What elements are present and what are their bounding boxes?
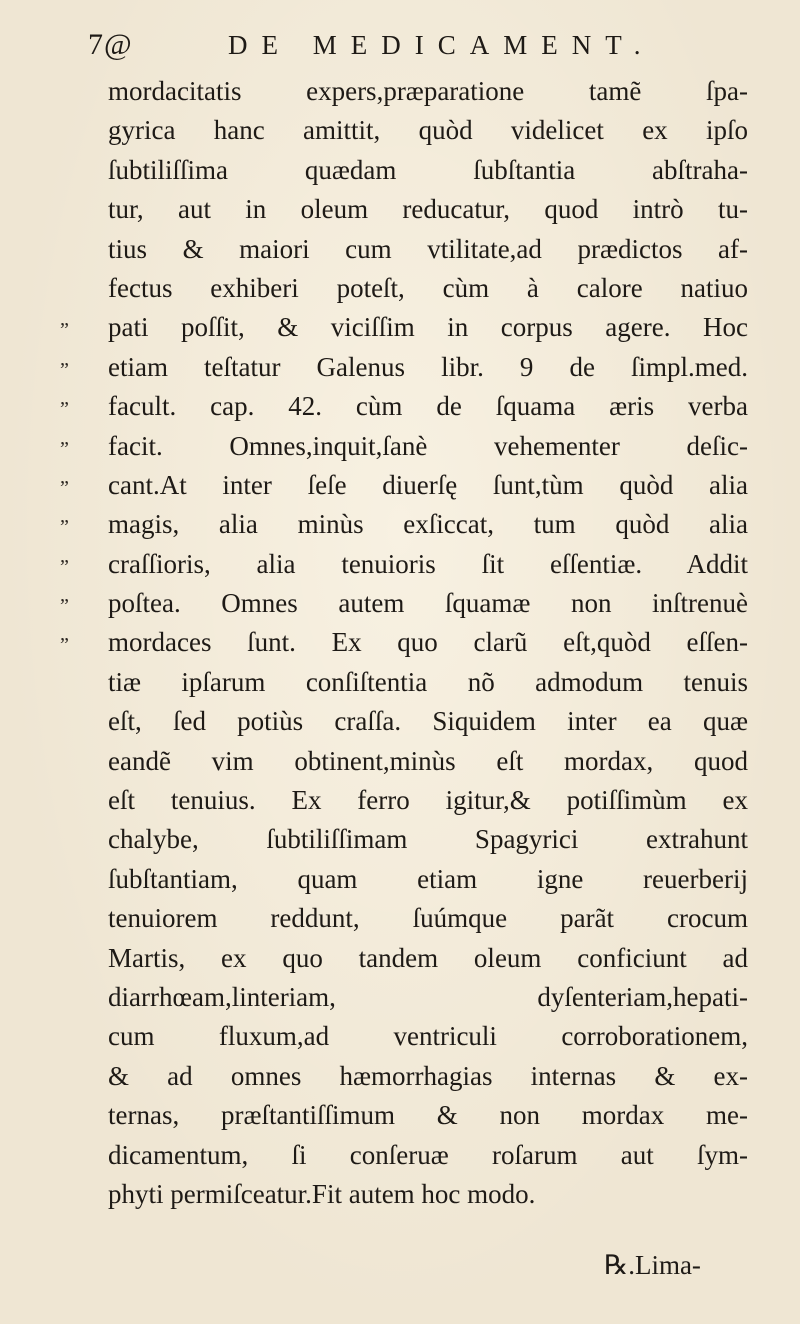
quotation-marker: „	[60, 623, 69, 646]
line-text: facult. cap. 42. cùm de ſquama æris verba	[108, 391, 748, 422]
line-text: facit. Omnes,inquit,ſanè vehementer deſic-	[108, 430, 748, 461]
line-text: Martis, ex quo tandem oleum conficiunt ad	[108, 942, 748, 973]
text-line	[60, 466, 760, 505]
line-text: etiam teſtatur Galenus libr. 9 de ſimpl.med.	[108, 351, 748, 382]
text-line	[60, 1096, 760, 1135]
line-text: ſubſtantiam, quam etiam igne reuerberij	[108, 863, 748, 894]
line-text: ternas, præſtantiſſimum & non mordax me-	[108, 1100, 748, 1131]
text-line	[60, 111, 760, 150]
text-line	[60, 72, 760, 111]
line-text: cum fluxum,ad ventriculi corroborationem,	[108, 1021, 748, 1052]
text-line	[60, 545, 760, 584]
page-header	[88, 26, 655, 66]
line-text: dicamentum, ſi conſeruæ roſarum aut ſym-	[108, 1139, 748, 1170]
line-text: tiæ ipſarum conſiſtentia nõ admodum tenuis	[108, 666, 748, 697]
text-line	[60, 505, 760, 544]
line-text: poſtea. Omnes autem ſquamæ non inſtrenuè	[108, 588, 748, 619]
text-line	[60, 387, 760, 426]
text-line	[60, 190, 760, 229]
text-line	[60, 1136, 760, 1175]
line-text: eandẽ vim obtinent,minùs eſt mordax, quod	[108, 745, 748, 776]
quotation-marker: „	[60, 308, 69, 331]
text-line	[60, 308, 760, 347]
body-text	[60, 72, 760, 1214]
text-line	[60, 1175, 760, 1214]
line-text: & ad omnes hæmorrhagias internas & ex-	[108, 1060, 748, 1091]
line-text: gyrica hanc amittit, quòd videlicet ex ipſo	[108, 115, 748, 146]
text-line	[60, 1057, 760, 1096]
text-line	[60, 1017, 760, 1056]
text-line	[60, 978, 760, 1017]
text-line	[60, 939, 760, 978]
text-line	[60, 663, 760, 702]
text-line	[60, 781, 760, 820]
quotation-marker: „	[60, 505, 69, 528]
text-line	[60, 860, 760, 899]
line-text: tenuiorem reddunt, ſuúmque parãt crocum	[108, 903, 748, 934]
quotation-marker: „	[60, 584, 69, 607]
line-text: phyti permiſceatur.Fit autem hoc modo.	[108, 1178, 536, 1209]
page-number: 7@	[88, 28, 133, 61]
text-line	[60, 623, 760, 662]
line-text: diarrhœam,linteriam, dyſenteriam,hepati-	[108, 981, 748, 1012]
text-line	[60, 348, 760, 387]
line-text: craſſioris, alia tenuioris ſit eſſentiæ. Addit	[108, 548, 748, 579]
catchword: ℞.Lima-	[604, 1250, 701, 1280]
line-text: tius & maiori cum vtilitate,ad prædictos af-	[108, 233, 748, 264]
text-line	[60, 820, 760, 859]
line-text: chalybe, ſubtiliſſimam Spagyrici extrahunt	[108, 824, 748, 855]
quotation-marker: „	[60, 387, 69, 410]
line-text: ſubtiliſſima quædam ſubſtantia abſtraha-	[108, 154, 748, 185]
running-head: DE MEDICAMENT.	[228, 30, 655, 60]
text-line	[60, 742, 760, 781]
text-line	[60, 427, 760, 466]
text-line	[60, 151, 760, 190]
line-text: tur, aut in oleum reducatur, quod intrò tu-	[108, 194, 748, 225]
line-text: cant.At inter ſeſe diuerſę ſunt,tùm quòd alia	[108, 469, 748, 500]
quotation-marker: „	[60, 426, 69, 449]
line-text: eſt tenuius. Ex ferro igitur,& potiſſimùm ex	[108, 785, 748, 816]
line-text: pati poſſit, & viciſſim in corpus agere. Hoc	[108, 312, 748, 343]
quotation-marker: „	[60, 465, 69, 488]
line-text: eſt, ſed potiùs craſſa. Siquidem inter ea quæ	[108, 706, 748, 737]
line-text: mordacitatis expers,præparatione tamẽ ſpa-	[108, 76, 748, 106]
line-text: fectus exhiberi poteſt, cùm à calore natiuo	[108, 272, 748, 303]
line-text: mordaces ſunt. Ex quo clarũ eſt,quòd eſſen-	[108, 627, 748, 658]
text-line	[60, 269, 760, 308]
quotation-marker: „	[60, 347, 69, 370]
text-line	[60, 230, 760, 269]
text-line	[60, 584, 760, 623]
line-text: magis, alia minùs exſiccat, tum quòd alia	[108, 509, 748, 540]
text-line	[60, 702, 760, 741]
text-line	[60, 899, 760, 938]
quotation-marker: „	[60, 544, 69, 567]
